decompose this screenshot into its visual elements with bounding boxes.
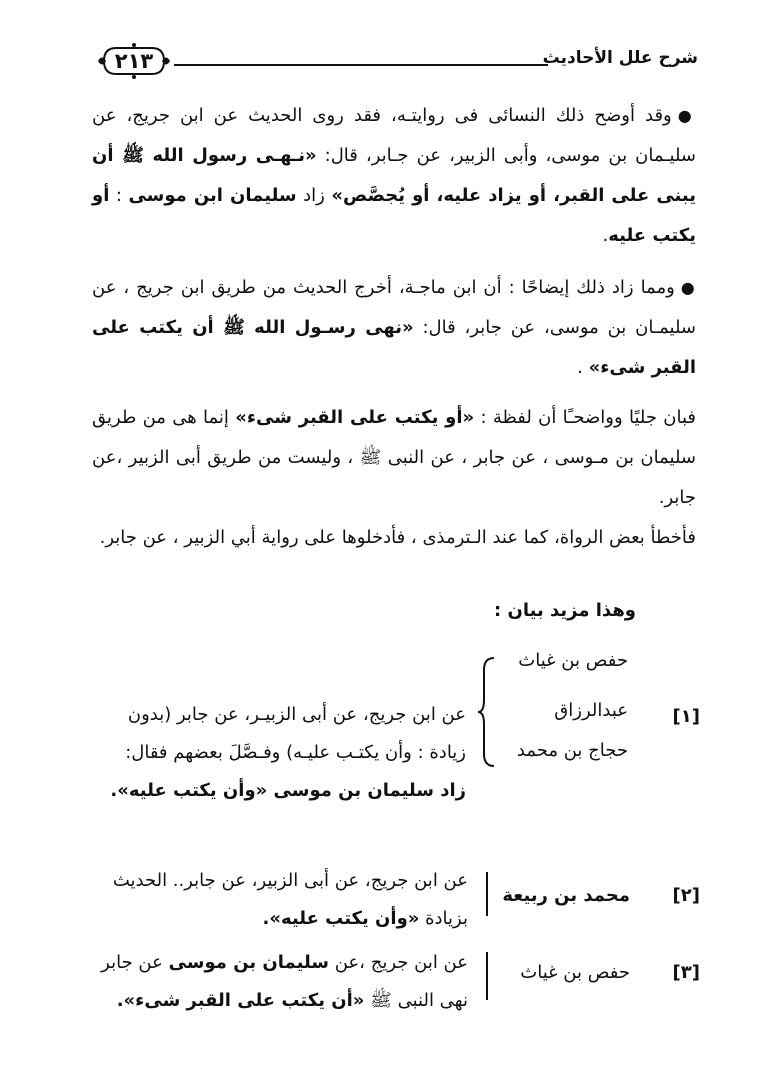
row-number: [٣]	[672, 962, 700, 983]
separator-bar	[486, 952, 488, 1000]
narrator-name: حفص بن غياث	[520, 962, 630, 983]
running-title: شرح علل الأحاديث	[542, 48, 698, 68]
chain-quote: «أن يكتب على القبر شىء».	[116, 990, 365, 1011]
para2-text-a: ومما زاد ذلك إيضاحًا : أن ابن ماجـة، أخرج الحديث من طريق ابن جريج ، عن سليمـان بن موسى، عن جابر، قال:	[92, 277, 696, 338]
chain-text: عن ابن جريج ،عن	[329, 952, 468, 973]
para1-quote: «نـهـى رسول الله ﷺ أن يبنى على القبر، أو يزاد عليه، أو يُجصَّص»	[92, 145, 696, 206]
para1-text-c: :	[109, 185, 129, 206]
header-rule	[174, 64, 548, 66]
row-number: [١]	[672, 706, 700, 727]
chain-text: عن ابن جريج، عن أبى الزبيـر، عن جابر (بدون زيادة : وأن يكتـب عليـه) وفـصَّلَ بعضهم فقال:	[125, 704, 466, 763]
para2-end: .	[577, 357, 589, 378]
page-number-ornament	[96, 42, 172, 80]
narrator-name: عبدالرزاق	[554, 700, 628, 721]
narrator-name: حفص بن غياث	[518, 650, 628, 671]
isnad-chain	[100, 862, 468, 938]
chain-bold: سليمان بن موسى	[168, 952, 330, 973]
section-subtitle: وهذا مزيد بيان :	[494, 600, 636, 621]
para1-text-b: زاد	[296, 185, 332, 206]
narrator-name: محمد بن ربيعة	[502, 885, 630, 906]
para1-end: .	[602, 225, 609, 246]
paragraph-conclusion	[92, 398, 696, 518]
para3-quote: «أو يكتب على القبر شىء»	[235, 407, 475, 428]
bullet-icon: ●	[677, 106, 696, 125]
para1-tail: أو يكتب عليه	[92, 185, 696, 246]
paragraph-error	[92, 518, 696, 558]
para1-text-a: وقد أوضح ذلك النسائى فى روايتـه، فقد روى الحديث عن ابن جريج، عن سليـمان بن موسى، وأبى الزبير، عن جـابر، قال:	[92, 105, 696, 166]
narrator-name: حجاج بن محمد	[516, 740, 628, 761]
para2-quote: «نهى رسـول الله ﷺ أن يكتب على القبر شىء»	[92, 317, 696, 378]
chain-tail: عن جابر نهى النبى ﷺ	[101, 952, 468, 1011]
chain-bold: زاد سليمان بن موسى «وأن يكتب عليه».	[110, 780, 466, 801]
isnad-chain	[100, 944, 468, 1020]
curly-brace-icon	[476, 656, 498, 768]
paragraph-ibn-majah	[92, 268, 696, 388]
isnad-chain	[100, 696, 466, 810]
para3-text-b: إنما هى من طريق سليمان بن مـوسى ، عن جابر ، عن النبى ﷺ ، وليست من طريق أبى الزبير ،عن جابر.	[92, 407, 696, 508]
para4-text: فأخطأ بعض الرواة، كما عند الـترمذى ، فأدخلوها على رواية أبي الزبير ، عن جابر.	[99, 527, 696, 548]
bullet-icon: ●	[680, 278, 696, 297]
para3-text-a: فبان جليًا وواضحـًا أن لفظة :	[474, 407, 696, 428]
paragraph-nasai	[92, 96, 696, 256]
row-number: [٢]	[672, 885, 700, 906]
chain-text: عن ابن جريج، عن أبى الزبير، عن جابر.. الحديث بزيادة	[112, 870, 468, 929]
page-number: ٢١٣	[114, 49, 154, 73]
separator-bar	[486, 872, 488, 916]
chain-bold: «وأن يكتب عليه».	[262, 908, 420, 929]
page-header	[96, 40, 698, 90]
para1-name: سليمان ابن موسى	[128, 185, 297, 206]
